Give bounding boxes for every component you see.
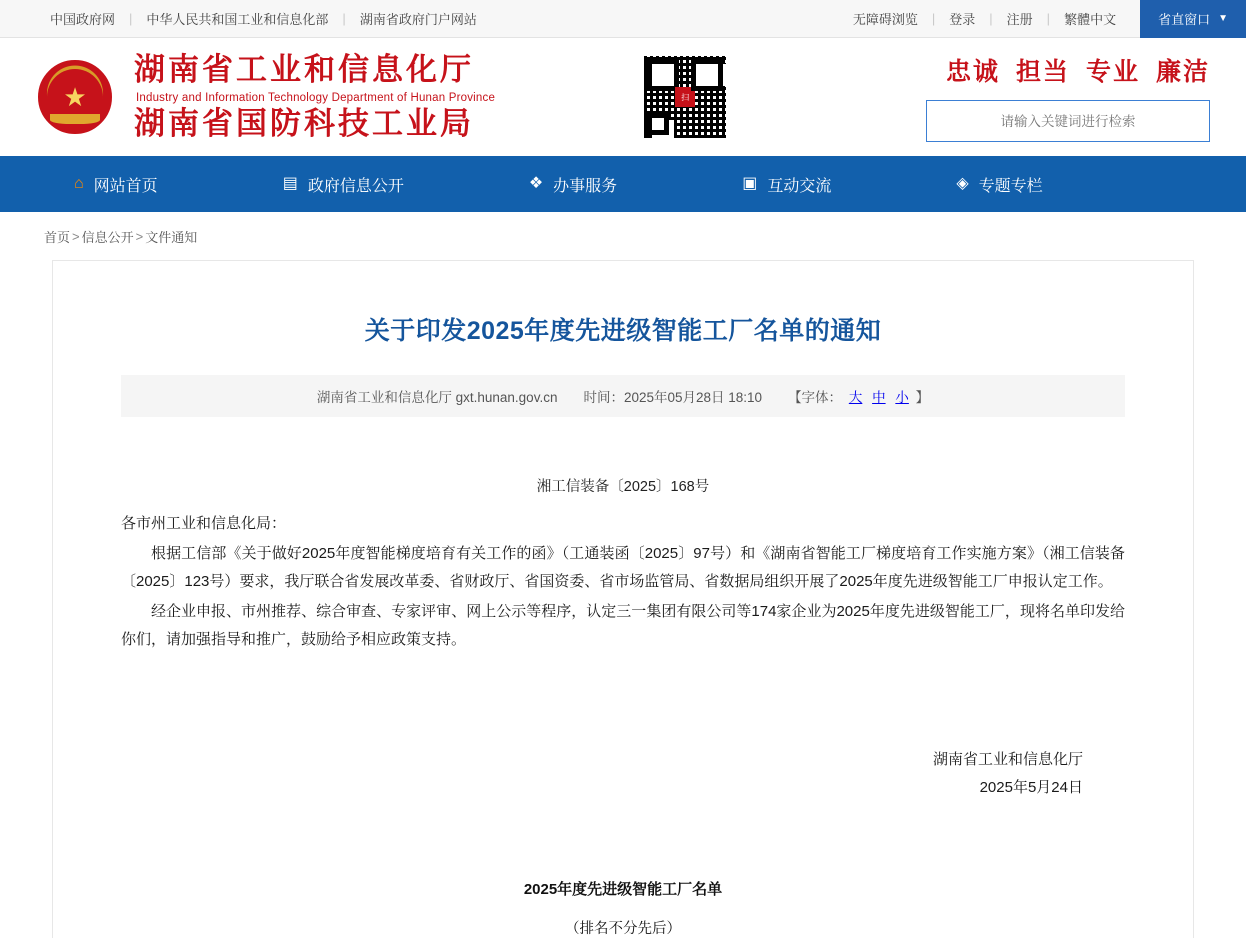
article-time-label: 时间： — [583, 390, 624, 405]
top-bar-right-links — [839, 0, 1246, 38]
breadcrumb-item-notice[interactable]: 文件通知 — [145, 229, 198, 245]
toplink-miit[interactable]: 中华人民共和国工业和信息化部 — [146, 12, 329, 27]
nav-item-label: 办事服务 — [553, 177, 618, 195]
top-bar — [0, 0, 1246, 38]
gov-window-dropdown[interactable] — [1140, 0, 1246, 38]
top-bar-left-links — [0, 9, 491, 28]
header-right — [926, 52, 1210, 142]
slogan-word-3: 专业 — [1085, 57, 1140, 86]
article-body — [121, 510, 1125, 654]
search-box[interactable] — [926, 100, 1210, 142]
font-size-large-button[interactable]: 大 — [848, 390, 863, 405]
top-separator: | — [989, 11, 993, 26]
signature-organization: 湖南省工业和信息化厅 — [932, 751, 1083, 768]
breadcrumb-item-home[interactable]: 首页 — [44, 229, 71, 245]
slogan-word-2: 担当 — [1015, 57, 1070, 86]
font-size-label-end: 】 — [915, 390, 930, 405]
main-nav — [0, 156, 1246, 212]
toplink-register[interactable]: 注册 — [1006, 12, 1033, 27]
nav-item-home[interactable] — [74, 173, 158, 196]
toplink-accessibility[interactable]: 无障碍浏览 — [852, 12, 918, 27]
chat-icon: ▣ — [742, 175, 758, 192]
attachment-list-title: 2025年度先进级智能工厂名单 — [523, 881, 723, 898]
site-title-line2: 湖南省国防科技工业局 — [134, 105, 474, 141]
article-paragraph: 经企业申报、市州推荐、综合审查、专家评审、网上公示等程序，认定三一集团有限公司等174家企业为2025年度先进级智能工厂，现将名单印发给你们，请加强指导和推广，鼓励给予相应政策支持。 — [121, 603, 1125, 648]
site-header — [0, 38, 1246, 156]
breadcrumb — [0, 212, 1246, 260]
site-title-english: Industry and Information Technology Department of Hunan Province — [136, 91, 496, 104]
nav-item-label: 专题专栏 — [978, 177, 1043, 195]
page-wrap — [0, 260, 1246, 938]
slogan-word-1: 忠诚 — [945, 57, 1000, 86]
toplink-china-gov[interactable]: 中国政府网 — [50, 12, 116, 27]
breadcrumb-separator: > — [72, 228, 80, 244]
article-time — [583, 386, 762, 406]
document-number: 湘工信装备〔2025〕168号 — [536, 479, 710, 495]
font-size-control — [788, 386, 929, 406]
search-input[interactable] — [927, 101, 1209, 141]
article-source: 湖南省工业和信息化厅 gxt.hunan.gov.cn — [316, 390, 558, 405]
slogan-word-4: 廉洁 — [1155, 57, 1210, 86]
article-container — [52, 260, 1194, 938]
nav-item-government-disclosure[interactable] — [283, 173, 404, 196]
nav-item-label: 政府信息公开 — [307, 177, 404, 195]
article-salutation: 各市州工业和信息化局： — [121, 515, 287, 532]
nav-item-interaction[interactable] — [742, 173, 831, 196]
page-title: 关于印发2025年度先进级智能工厂名单的通知 — [364, 317, 882, 345]
nav-item-label: 互动交流 — [767, 177, 832, 195]
slogan — [946, 52, 1210, 88]
nav-item-services[interactable] — [529, 173, 617, 196]
document-icon: ▤ — [282, 175, 298, 192]
site-title-line1: 湖南省工业和信息化厅 — [134, 51, 474, 87]
sparkle-icon: ❖ — [528, 175, 544, 192]
nav-item-special-columns[interactable] — [956, 173, 1042, 196]
font-size-label: 【字体： — [788, 390, 843, 405]
gov-window-label: 省直窗口 — [1158, 12, 1211, 27]
top-separator: | — [931, 11, 936, 26]
article-meta-bar — [121, 375, 1125, 417]
article-time-value: 2025年05月28日 18:10 — [623, 390, 763, 405]
site-title-block — [134, 52, 495, 142]
font-size-small-button[interactable]: 小 — [895, 390, 909, 405]
national-emblem-icon: ★ — [38, 60, 112, 134]
chevron-down-icon: ▼ — [1218, 13, 1228, 24]
toplink-hunan-portal[interactable]: 湖南省政府门户网站 — [359, 12, 477, 27]
top-separator: | — [342, 11, 346, 26]
article-signature — [121, 746, 1125, 802]
qr-code-icon: 扫 — [643, 55, 727, 139]
top-separator: | — [1046, 11, 1051, 26]
font-size-medium-button[interactable]: 中 — [872, 390, 886, 405]
top-separator: | — [129, 11, 133, 26]
breadcrumb-item-disclosure[interactable]: 信息公开 — [81, 229, 134, 245]
toplink-login[interactable]: 登录 — [949, 12, 976, 27]
attachment-list-note: （排名不分先后） — [565, 921, 681, 937]
home-icon: ⌂ — [74, 175, 84, 192]
nav-item-label: 网站首页 — [93, 177, 158, 195]
layers-icon: ◈ — [956, 175, 969, 192]
toplink-traditional-chinese[interactable]: 繁體中文 — [1064, 12, 1117, 27]
article-paragraph: 根据工信部《关于做好2025年度智能梯度培育有关工作的函》（工通装函〔2025〕97号）和《湖南省智能工厂梯度培育工作实施方案》（湘工信装备〔2025〕123号）要求，我厅联合省发展改革委、省财政厅、省国资委、省市场监管局、省数据局组织开展了2025年度先进级智能工厂申报认定工作。 — [121, 545, 1125, 590]
signature-date: 2025年5月24日 — [979, 779, 1083, 796]
breadcrumb-separator: > — [135, 228, 144, 244]
